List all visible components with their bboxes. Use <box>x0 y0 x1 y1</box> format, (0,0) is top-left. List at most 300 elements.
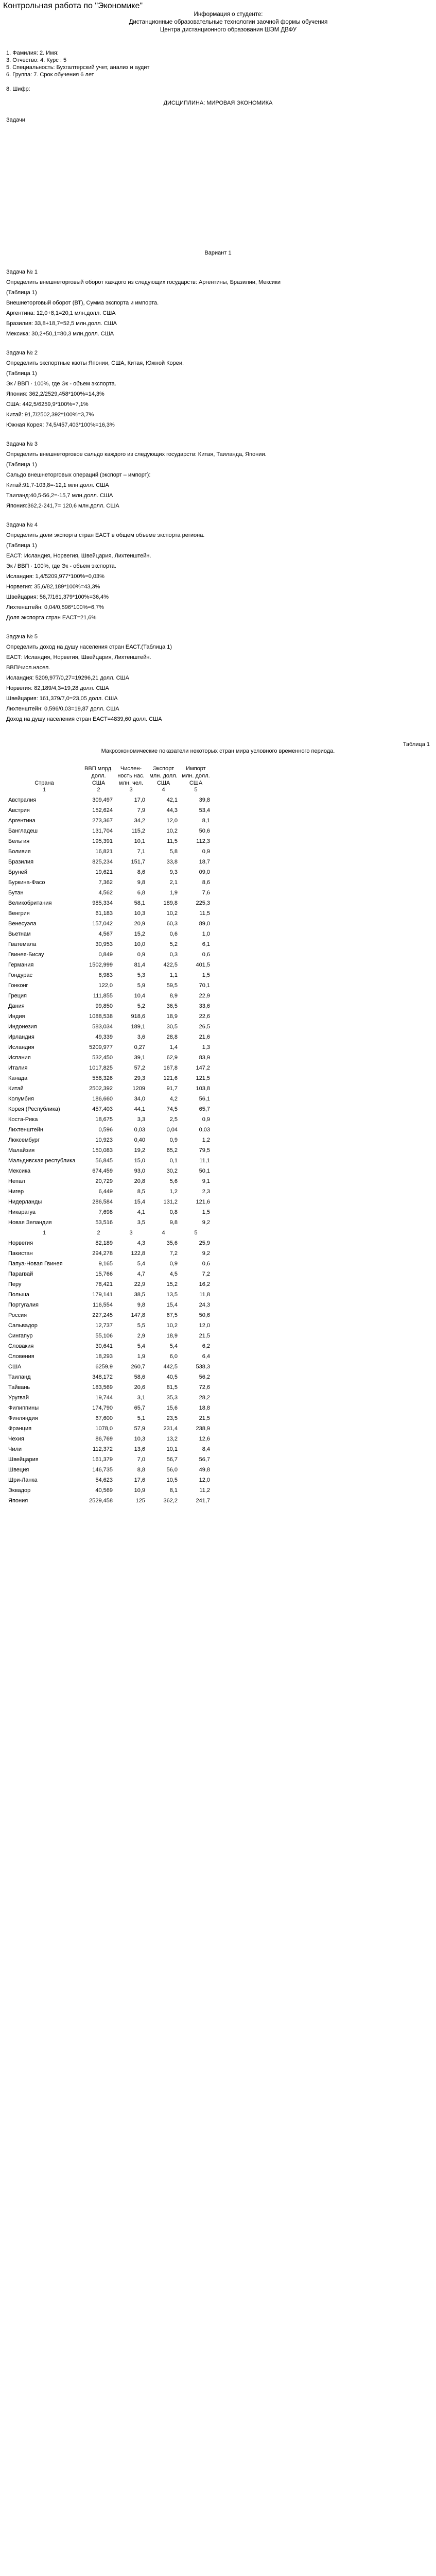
value-cell: 10,4 <box>134 993 145 999</box>
tasks-section <box>3 268 433 723</box>
value-cell: 9,3 <box>169 869 178 875</box>
value-cell: 457,403 <box>92 1106 113 1112</box>
value-cell: 38,5 <box>134 1292 145 1298</box>
value-cell: 131,2 <box>163 1199 178 1205</box>
value-cell: 34,0 <box>134 1096 145 1102</box>
table-row <box>6 818 212 828</box>
value-cell: 79,5 <box>199 1147 210 1154</box>
document-title: Контрольная работа по "Экономике" <box>3 2 143 10</box>
value-cell: 17,0 <box>134 797 145 803</box>
country-cell: Непал <box>8 1178 25 1184</box>
value-cell: 22,9 <box>134 1281 145 1287</box>
value-cell: 0,1 <box>169 1158 178 1164</box>
value-cell: 0,9 <box>202 1116 210 1123</box>
table-row <box>6 1323 212 1333</box>
table-row <box>6 1158 212 1168</box>
value-cell: 15,4 <box>134 1199 145 1205</box>
value-cell: 121,5 <box>196 1075 210 1081</box>
table-caption: Таблица 1 <box>403 741 430 748</box>
task-line: Эк / ВВП · 100%, где Эк - объем экспорта. <box>6 381 116 387</box>
value-cell: 10,5 <box>166 1477 178 1483</box>
value-cell: 56,845 <box>95 1158 113 1164</box>
column-number-row <box>6 787 212 797</box>
value-cell: 49,339 <box>95 1034 113 1040</box>
task-heading: Задача № 1 <box>6 269 38 275</box>
value-cell: 103,8 <box>196 1086 210 1092</box>
value-cell: 1,9 <box>137 1353 145 1360</box>
task-line: Исландия: 5209,977/0,27=19296,21 долл. США <box>6 675 129 681</box>
value-cell: 4,567 <box>98 931 113 937</box>
country-cell: Словения <box>8 1353 34 1360</box>
task-line: (Таблица 1) <box>6 290 37 296</box>
value-cell: 44,1 <box>134 1106 145 1112</box>
macro-table <box>6 765 212 1508</box>
value-cell: 1,5 <box>202 1209 210 1215</box>
country-cell: Австрия <box>8 807 30 814</box>
table-row <box>6 1209 212 1219</box>
value-cell: 13,5 <box>166 1292 178 1298</box>
value-cell: 583,034 <box>92 1024 113 1030</box>
value-cell: 10,0 <box>134 941 145 947</box>
value-cell: 8,6 <box>137 869 145 875</box>
value-cell: 8,9 <box>169 993 178 999</box>
table-row <box>6 1261 212 1271</box>
value-cell: 442,5 <box>163 1364 178 1370</box>
value-cell: 131,704 <box>92 828 113 834</box>
value-cell: 50,1 <box>199 1168 210 1174</box>
task-line: Китай: 91,7/2502,392*100%=3,7% <box>6 412 94 418</box>
value-cell: 34,2 <box>134 818 145 824</box>
value-cell: 12,0 <box>199 1477 210 1483</box>
table-row <box>6 1013 212 1024</box>
value-cell: 6,449 <box>98 1189 113 1195</box>
table-row <box>6 890 212 900</box>
value-cell: 238,9 <box>196 1426 210 1432</box>
student-details <box>3 49 433 78</box>
value-cell: 89,0 <box>199 921 210 927</box>
value-cell: 54,623 <box>95 1477 113 1483</box>
value-cell: 5,6 <box>169 1178 178 1184</box>
country-cell: Гватемала <box>8 941 37 947</box>
student-info-heading: Информация о студенте: <box>194 11 263 18</box>
value-cell: 10,2 <box>166 1323 178 1329</box>
value-cell: 70,1 <box>199 982 210 989</box>
value-cell: 115,2 <box>131 828 145 834</box>
value-cell: 985,334 <box>92 900 113 906</box>
value-cell: 6,4 <box>202 1353 210 1360</box>
country-cell: Япония <box>8 1498 28 1504</box>
value-cell: 150,083 <box>92 1147 113 1154</box>
value-cell: 125 <box>135 1498 145 1504</box>
task-line: (Таблица 1) <box>6 462 37 468</box>
value-cell: 1,0 <box>202 931 210 937</box>
value-cell: 58,6 <box>134 1374 145 1380</box>
value-cell: 19,744 <box>95 1395 113 1401</box>
task-block <box>3 633 433 723</box>
value-cell: 81,5 <box>166 1384 178 1391</box>
task-line: (Таблица 1) <box>6 370 37 377</box>
table-row <box>6 1219 212 1230</box>
country-cell: Папуа-Новая Гвинея <box>8 1261 63 1267</box>
table-row <box>6 828 212 838</box>
value-cell: 61,183 <box>95 910 113 917</box>
value-cell: 18,8 <box>199 1405 210 1411</box>
value-cell: 83,9 <box>199 1055 210 1061</box>
country-cell: Эквадор <box>8 1487 31 1494</box>
task-heading: Задача № 5 <box>6 634 38 640</box>
value-cell: 2,1 <box>169 879 178 886</box>
value-cell: 8,6 <box>202 879 210 886</box>
column-number: 1 <box>42 787 46 793</box>
value-cell: 53,4 <box>199 807 210 814</box>
value-cell: 0,9 <box>169 1137 178 1143</box>
country-cell: Бразилия <box>8 859 34 865</box>
task-line: Лихтенштейн: 0,596/0,03=19,87 долл. США <box>6 706 119 712</box>
value-cell: 10,923 <box>95 1137 113 1143</box>
country-cell: Швеция <box>8 1467 29 1473</box>
value-cell: 1,4 <box>169 1044 178 1050</box>
value-cell: 53,516 <box>95 1219 113 1226</box>
value-cell: 10,9 <box>134 1487 145 1494</box>
country-cell: Шри-Ланка <box>8 1477 38 1483</box>
value-cell: 189,1 <box>131 1024 145 1030</box>
value-cell: 4,1 <box>137 1209 145 1215</box>
value-cell: 0,8 <box>169 1209 178 1215</box>
country-cell: Чили <box>8 1446 22 1452</box>
table-row <box>6 1333 212 1343</box>
value-cell: 58,1 <box>134 900 145 906</box>
value-cell: 1502,999 <box>89 962 113 968</box>
value-cell: 6,0 <box>169 1353 178 1360</box>
value-cell: 39,1 <box>134 1055 145 1061</box>
task-heading: Задача № 2 <box>6 350 38 356</box>
value-cell: 2,3 <box>202 1189 210 1195</box>
value-cell: 18,675 <box>95 1116 113 1123</box>
country-cell: Бангладеш <box>8 828 38 834</box>
value-cell: 15,766 <box>95 1271 113 1277</box>
value-cell: 9,8 <box>169 1219 178 1226</box>
country-cell: Парагвай <box>8 1271 33 1277</box>
value-cell: 0,03 <box>199 1127 210 1133</box>
value-cell: 7,0 <box>137 1456 145 1463</box>
value-cell: 1078,0 <box>95 1426 113 1432</box>
value-cell: 147,8 <box>131 1312 145 1318</box>
value-cell: 30,2 <box>166 1168 178 1174</box>
country-cell: Бутан <box>8 890 24 896</box>
value-cell: 57,2 <box>134 1065 145 1071</box>
value-cell: 0,04 <box>166 1127 178 1133</box>
value-cell: 825,234 <box>92 859 113 865</box>
student-line: 6. Группа: 7. Срок обучения 6 лет <box>6 72 94 78</box>
value-cell: 30,953 <box>95 941 113 947</box>
task-block <box>3 268 433 338</box>
value-cell: 11,1 <box>199 1158 210 1164</box>
value-cell: 0,9 <box>169 1261 178 1267</box>
value-cell: 1209 <box>132 1086 145 1092</box>
value-cell: 25,9 <box>199 1240 210 1246</box>
task-line: Доля экспорта стран ЕАСТ=21,6% <box>6 615 97 621</box>
value-cell: 86,769 <box>95 1436 113 1442</box>
country-cell: Таиланд <box>8 1374 31 1380</box>
value-cell: 15,4 <box>166 1302 178 1308</box>
value-cell: 3,5 <box>137 1219 145 1226</box>
table-title: Макроэкономические показатели некоторых стран мира условного временного периода. <box>101 748 335 754</box>
value-cell: 12,737 <box>95 1323 113 1329</box>
country-cell: Испания <box>8 1055 31 1061</box>
value-cell: 18,7 <box>199 859 210 865</box>
task-line: Определить экспортные квоты Японии, США, Китая, Южной Кореи. <box>6 360 184 366</box>
value-cell: 7,362 <box>98 879 113 886</box>
table-row <box>6 1292 212 1302</box>
country-cell: Чехия <box>8 1436 24 1442</box>
value-cell: 121,6 <box>163 1075 178 1081</box>
value-cell: 19,2 <box>134 1147 145 1154</box>
value-cell: 7,6 <box>202 890 210 896</box>
country-cell: Перу <box>8 1281 22 1287</box>
value-cell: 11,5 <box>199 910 210 917</box>
value-cell: 0,40 <box>134 1137 145 1143</box>
value-cell: 348,172 <box>92 1374 113 1380</box>
table-row <box>6 1281 212 1292</box>
value-cell: 5,4 <box>169 1343 178 1349</box>
value-cell: 0,596 <box>98 1127 113 1133</box>
value-cell: 82,189 <box>95 1240 113 1246</box>
value-cell: 44,3 <box>166 807 178 814</box>
value-cell: 09,0 <box>199 869 210 875</box>
value-cell: 152,624 <box>92 807 113 814</box>
value-cell: 5,4 <box>137 1343 145 1349</box>
value-cell: 4,3 <box>137 1240 145 1246</box>
value-cell: 674,459 <box>92 1168 113 1174</box>
value-cell: 1,3 <box>202 1044 210 1050</box>
value-cell: 30,5 <box>166 1024 178 1030</box>
country-cell: Гонконг <box>8 982 28 989</box>
variant-title: Вариант 1 <box>204 250 232 256</box>
value-cell: 4,2 <box>169 1096 178 1102</box>
country-cell: Греция <box>8 993 27 999</box>
value-cell: 1,1 <box>169 972 178 978</box>
country-cell: Бруней <box>8 869 28 875</box>
value-cell: 6,1 <box>202 941 210 947</box>
value-cell: 22,6 <box>199 1013 210 1020</box>
table-row <box>6 1487 212 1498</box>
value-cell: 56,7 <box>199 1456 210 1463</box>
value-cell: 9,1 <box>202 1178 210 1184</box>
value-cell: 167,8 <box>163 1065 178 1071</box>
table-row <box>6 1353 212 1364</box>
value-cell: 7,698 <box>98 1209 113 1215</box>
value-cell: 5,1 <box>137 1415 145 1421</box>
value-cell: 9,2 <box>202 1250 210 1257</box>
value-cell: 122,0 <box>98 982 113 989</box>
table-row <box>6 859 212 869</box>
value-cell: 56,0 <box>166 1467 178 1473</box>
table-row <box>6 1065 212 1075</box>
task-heading: Задача № 3 <box>6 441 38 447</box>
table-row <box>6 1189 212 1199</box>
value-cell: 19,621 <box>95 869 113 875</box>
value-cell: 8,8 <box>137 1467 145 1473</box>
value-cell: 28,8 <box>166 1034 178 1040</box>
task-line: Аргентина: 12,0+8,1=20,1 млн.долл. США <box>6 310 116 316</box>
column-header: Числен-ность нас. млн. чел. <box>117 766 145 786</box>
table-row <box>6 1426 212 1436</box>
country-cell: Индия <box>8 1013 25 1020</box>
value-cell: 161,379 <box>92 1456 113 1463</box>
value-cell: 11,8 <box>199 1292 210 1298</box>
country-cell: Никарагуа <box>8 1209 36 1215</box>
task-line: Определить доход на душу населения стран ЕАСТ.(Таблица 1) <box>6 644 172 650</box>
table-row <box>6 972 212 982</box>
table-row <box>6 1395 212 1405</box>
value-cell: 1,2 <box>169 1189 178 1195</box>
country-cell: Австралия <box>8 797 37 803</box>
value-cell: 10,1 <box>134 838 145 844</box>
value-cell: 5,5 <box>137 1323 145 1329</box>
table-row <box>6 952 212 962</box>
value-cell: 30,641 <box>95 1343 113 1349</box>
table-row <box>6 1075 212 1086</box>
country-cell: Мальдивская республика <box>8 1158 76 1164</box>
value-cell: 21,5 <box>199 1415 210 1421</box>
table-row <box>6 1199 212 1209</box>
task-line: Норвегия: 35,6/82,189*100%=43,3% <box>6 584 100 590</box>
table-row <box>6 1405 212 1415</box>
country-cell: Бельгия <box>8 838 30 844</box>
value-cell: 15,6 <box>166 1405 178 1411</box>
value-cell: 8,1 <box>202 818 210 824</box>
table-row <box>6 1364 212 1374</box>
table-row <box>6 982 212 993</box>
task-line: ВВП/числ.насел. <box>6 665 50 671</box>
country-cell: Польша <box>8 1292 29 1298</box>
value-cell: 1088,538 <box>89 1013 113 1020</box>
value-cell: 9,8 <box>137 1302 145 1308</box>
column-header: Импорт млн. долл. США <box>182 766 210 786</box>
value-cell: 116,554 <box>93 1302 113 1308</box>
value-cell: 65,7 <box>199 1106 210 1112</box>
table-row <box>6 807 212 818</box>
country-cell: Лихтенштейн <box>8 1127 43 1133</box>
country-cell: Германия <box>8 962 34 968</box>
value-cell: 8,983 <box>98 972 113 978</box>
student-line: 5. Специальность: Бухгалтерский учет, анализ и аудит <box>6 64 150 71</box>
institution-line: Дистанционные образовательные технологии заочной формы обучения <box>129 19 328 25</box>
country-cell: Канада <box>8 1075 28 1081</box>
task-line: Бразилия: 33,8+18,7=52,5 млн.долл. США <box>6 320 117 327</box>
country-cell: Великобритания <box>8 900 52 906</box>
value-cell: 2,5 <box>169 1116 178 1123</box>
value-cell: 99,850 <box>95 1003 113 1009</box>
task-block <box>3 349 433 429</box>
center-line: Центра дистанционного образования ШЭМ ДВФУ <box>160 27 297 33</box>
country-cell: Малайзия <box>8 1147 35 1154</box>
value-cell: 532,450 <box>92 1055 113 1061</box>
table-row <box>6 849 212 859</box>
value-cell: 1,2 <box>202 1137 210 1143</box>
country-cell: Коста-Рика <box>8 1116 38 1123</box>
value-cell: 10,3 <box>134 910 145 917</box>
value-cell: 17,6 <box>134 1477 145 1483</box>
country-cell: США <box>8 1364 22 1370</box>
column-number: 5 <box>194 787 198 793</box>
value-cell: 6,8 <box>137 890 145 896</box>
value-cell: 15,2 <box>134 931 145 937</box>
task-line: Определить доли экспорта стран ЕАСТ в общем объеме экспорта региона. <box>6 532 205 538</box>
value-cell: 22,9 <box>199 993 210 999</box>
value-cell: 4,562 <box>98 890 113 896</box>
task-line: Исландия: 1,4/5209,977*100%=0,03% <box>6 573 104 580</box>
value-cell: 10,2 <box>166 910 178 917</box>
table-row <box>6 962 212 972</box>
value-cell: 538,3 <box>196 1364 210 1370</box>
value-cell: 5,2 <box>137 1003 145 1009</box>
value-cell: 2,9 <box>137 1333 145 1339</box>
table-row <box>6 797 212 807</box>
country-cell: Люксембург <box>8 1137 40 1143</box>
value-cell: 8,4 <box>202 1446 210 1452</box>
value-cell: 179,141 <box>92 1292 113 1298</box>
task-line: ЕАСТ: Исландия, Норвегия, Швейцария, Лихтенштейн. <box>6 654 151 660</box>
task-block <box>3 521 433 622</box>
value-cell: 309,497 <box>92 797 113 803</box>
task-line: Южная Корея: 74,5/457,403*100%=16,3% <box>6 422 115 428</box>
country-cell: Уругвай <box>8 1395 29 1401</box>
value-cell: 183,569 <box>92 1384 113 1391</box>
table-row <box>6 1178 212 1189</box>
task-line: Лихтенштейн: 0,04/0,596*100%=6,7% <box>6 604 104 611</box>
value-cell: 0,6 <box>202 952 210 958</box>
column-number: 1 <box>42 1230 46 1236</box>
task-line: Определить внешнеторговое сальдо каждого из следующих государств: Китая, Таиланда, Японии. <box>6 451 267 457</box>
value-cell: 3,6 <box>137 1034 145 1040</box>
value-cell: 422,5 <box>163 962 178 968</box>
table-row <box>6 993 212 1003</box>
task-line: ЕАСТ: Исландия, Норвегия, Швейцария, Лихтенштейн. <box>6 553 151 559</box>
value-cell: 5,9 <box>137 982 145 989</box>
tasks-heading: Задачи <box>6 117 25 123</box>
country-cell: Финляндия <box>8 1415 38 1421</box>
value-cell: 36,5 <box>166 1003 178 1009</box>
table-row <box>6 1024 212 1034</box>
table-row <box>6 1498 212 1508</box>
value-cell: 93,0 <box>134 1168 145 1174</box>
table-row <box>6 1343 212 1353</box>
value-cell: 401,5 <box>196 962 210 968</box>
value-cell: 20,6 <box>134 1384 145 1391</box>
value-cell: 112,3 <box>196 838 210 844</box>
value-cell: 3,3 <box>137 1116 145 1123</box>
table-row <box>6 1477 212 1487</box>
country-cell: Дания <box>8 1003 25 1009</box>
value-cell: 23,5 <box>166 1415 178 1421</box>
task-line: Китай:91,7-103,8=-12,1 млн.долл. США <box>6 482 109 488</box>
value-cell: 151,7 <box>131 859 145 865</box>
value-cell: 15,0 <box>134 1158 145 1164</box>
value-cell: 35,6 <box>166 1240 178 1246</box>
country-cell: Италия <box>8 1065 28 1071</box>
value-cell: 195,391 <box>92 838 113 844</box>
value-cell: 49,8 <box>199 1467 210 1473</box>
value-cell: 78,421 <box>95 1281 113 1287</box>
value-cell: 111,855 <box>93 993 113 999</box>
country-cell: Португалия <box>8 1302 39 1308</box>
table-row <box>6 910 212 921</box>
value-cell: 260,7 <box>131 1364 145 1370</box>
value-cell: 65,2 <box>166 1147 178 1154</box>
value-cell: 7,9 <box>137 807 145 814</box>
column-header: Экспорт млн. долл. США <box>149 766 178 786</box>
